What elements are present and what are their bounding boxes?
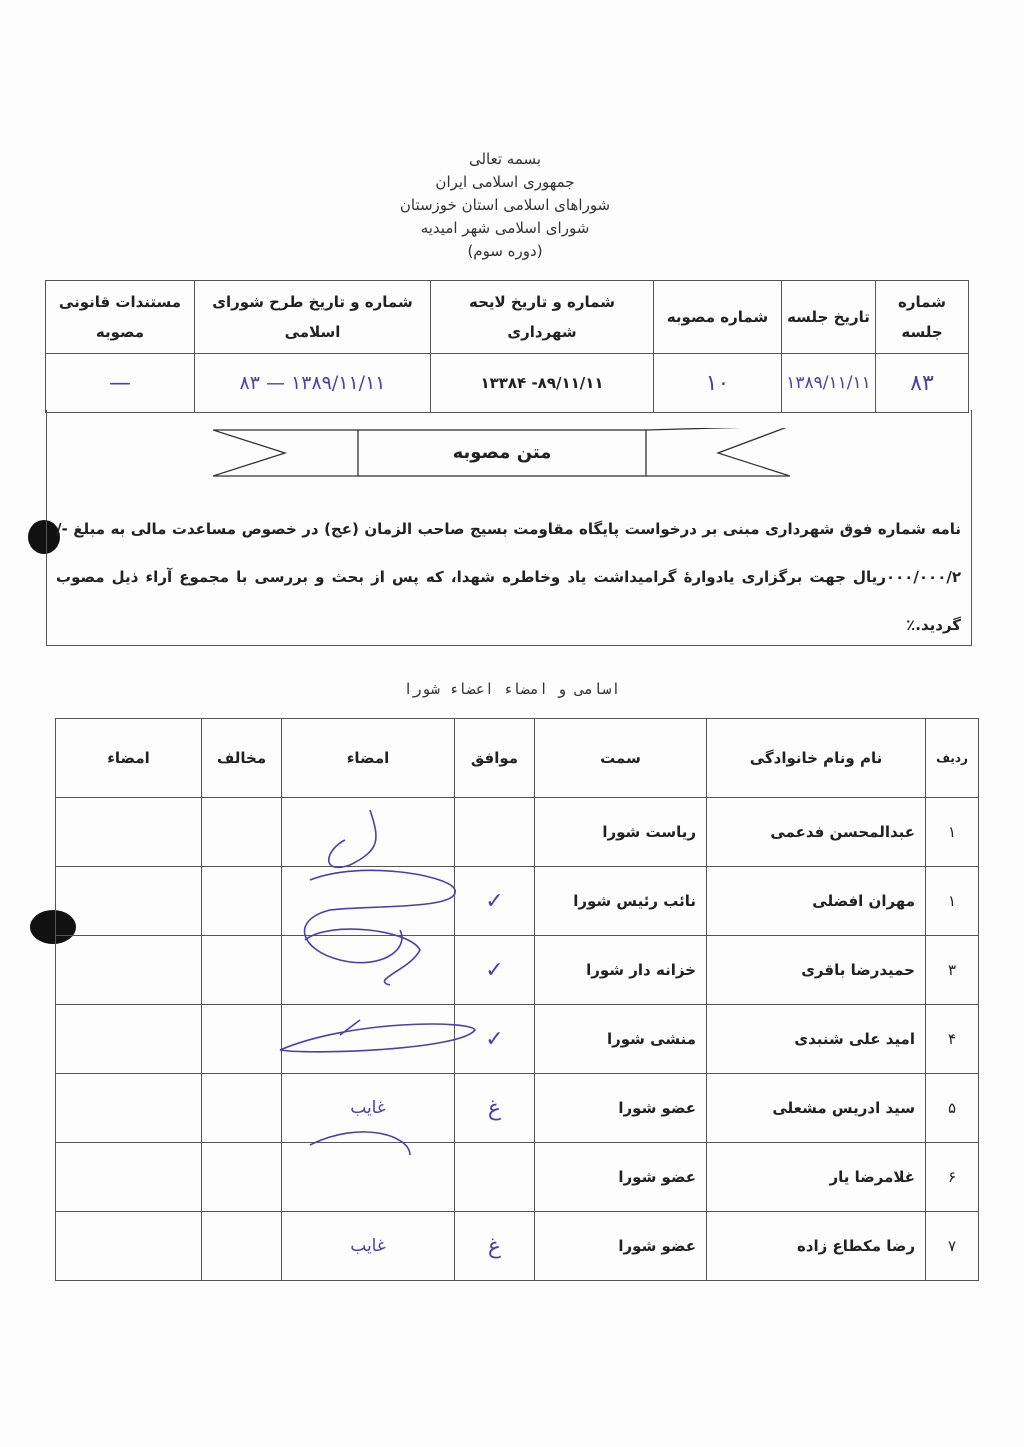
signature-2-cell bbox=[56, 1005, 202, 1074]
col-role: سمت bbox=[535, 719, 707, 798]
bill-value: ۸۹/۱۱/۱۱- ۱۳۳۸۴ bbox=[431, 354, 654, 413]
col-session-date: تاریخ جلسه bbox=[782, 281, 876, 354]
table-row bbox=[56, 1074, 979, 1143]
member-role: عضو شورا bbox=[535, 1143, 707, 1212]
signature-note: غایب bbox=[282, 1074, 455, 1143]
signature-2-cell bbox=[56, 1074, 202, 1143]
members-title: اسامی و امضاء اعضاء شورا bbox=[403, 680, 621, 698]
member-name: رضا مکطاع زاده bbox=[707, 1212, 926, 1281]
agree-mark: غ bbox=[455, 1074, 535, 1143]
col-oppose: مخالف bbox=[202, 719, 282, 798]
member-name: غلامرضا یار bbox=[707, 1143, 926, 1212]
oppose-cell bbox=[202, 1212, 282, 1281]
plan-value: ۱۳۸۹/۱۱/۱۱ — ۸۳ bbox=[195, 354, 431, 413]
resolution-info-table bbox=[45, 280, 969, 413]
row-number: ۳ bbox=[926, 936, 979, 1005]
row-number: ۶ bbox=[926, 1143, 979, 1212]
col-name: نام ونام خانوادگی bbox=[707, 719, 926, 798]
row-number: ۱ bbox=[926, 798, 979, 867]
signature-2-cell bbox=[56, 1212, 202, 1281]
agree-mark: غ bbox=[455, 1212, 535, 1281]
col-session-no: شماره جلسه bbox=[876, 281, 969, 354]
resolution-text-title: متن مصوبه bbox=[452, 442, 552, 463]
col-row: ردیف bbox=[926, 719, 979, 798]
table-row bbox=[56, 936, 979, 1005]
member-role: ریاست شورا bbox=[535, 798, 707, 867]
resolution-no-value: ۱۰ bbox=[654, 354, 782, 413]
col-legal-docs: مستندات قانونی مصوبه bbox=[46, 281, 195, 354]
member-name: امید علی شنبدی bbox=[707, 1005, 926, 1074]
resolution-text-body: نامه شماره فوق شهرداری مبنی بر درخواست پایگاه مقاومت بسیج صاحب الزمان (عج) در خصوص مساعدت مالی به مبلغ -/۰۰۰/۰۰۰/۲ریال جهت برگزاری یادوارهٔ گرامیداشت یاد وخاطره شهدا، که پس از بحث و بررسی با مجموع آراء ذیل مصوب گردید.٪ bbox=[56, 520, 961, 634]
col-bill: شماره و تاریخ لایحه شهرداری bbox=[431, 281, 654, 354]
row-number: ۷ bbox=[926, 1212, 979, 1281]
member-role: نائب رئیس شورا bbox=[535, 867, 707, 936]
col-resolution-no: شماره مصوبه bbox=[654, 281, 782, 354]
member-role: عضو شورا bbox=[535, 1074, 707, 1143]
document-header bbox=[0, 148, 1010, 263]
table-row bbox=[56, 867, 979, 936]
member-name: سید ادریس مشعلی bbox=[707, 1074, 926, 1143]
member-role: عضو شورا bbox=[535, 1212, 707, 1281]
table-row bbox=[56, 1212, 979, 1281]
header-line: بسمه تعالی bbox=[468, 150, 542, 168]
signature-2-cell bbox=[56, 936, 202, 1005]
signature-note: غایب bbox=[282, 1212, 455, 1281]
member-role: منشی شورا bbox=[535, 1005, 707, 1074]
handwritten-signatures bbox=[270, 780, 510, 1180]
legal-docs-value: — bbox=[46, 354, 195, 413]
col-agree: موافق bbox=[455, 719, 535, 798]
agree-mark: ✓ bbox=[455, 1005, 535, 1074]
members-table bbox=[55, 718, 979, 1281]
header-line: جمهوری اسلامی ایران bbox=[435, 173, 575, 191]
table-row bbox=[56, 798, 979, 867]
member-name: مهران افضلی bbox=[707, 867, 926, 936]
row-number: ۱ bbox=[926, 867, 979, 936]
signature-2-cell bbox=[56, 1143, 202, 1212]
agree-mark: ✓ bbox=[455, 867, 535, 936]
header-line: شوراهای اسلامی استان خوزستان bbox=[399, 196, 611, 214]
row-number: ۴ bbox=[926, 1005, 979, 1074]
session-no-value: ۸۳ bbox=[876, 354, 969, 413]
col-signature-2: امضاء bbox=[56, 719, 202, 798]
session-date-value: ۱۳۸۹/۱۱/۱۱ bbox=[782, 354, 876, 413]
signature-2-cell bbox=[56, 867, 202, 936]
signature-2-cell bbox=[56, 798, 202, 867]
table-row bbox=[56, 1143, 979, 1212]
member-name: حمیدرضا باقری bbox=[707, 936, 926, 1005]
member-name: عبدالمحسن فدعمی bbox=[707, 798, 926, 867]
col-signature: امضاء bbox=[282, 719, 455, 798]
col-plan: شماره و تاریخ طرح شورای اسلامی bbox=[195, 281, 431, 354]
row-number: ۵ bbox=[926, 1074, 979, 1143]
agree-mark: ✓ bbox=[455, 936, 535, 1005]
header-line: شورای اسلامی شهر امیدیه bbox=[420, 219, 590, 237]
member-role: خزانه دار شورا bbox=[535, 936, 707, 1005]
table-row bbox=[56, 1005, 979, 1074]
header-line: (دوره سوم) bbox=[467, 242, 543, 260]
